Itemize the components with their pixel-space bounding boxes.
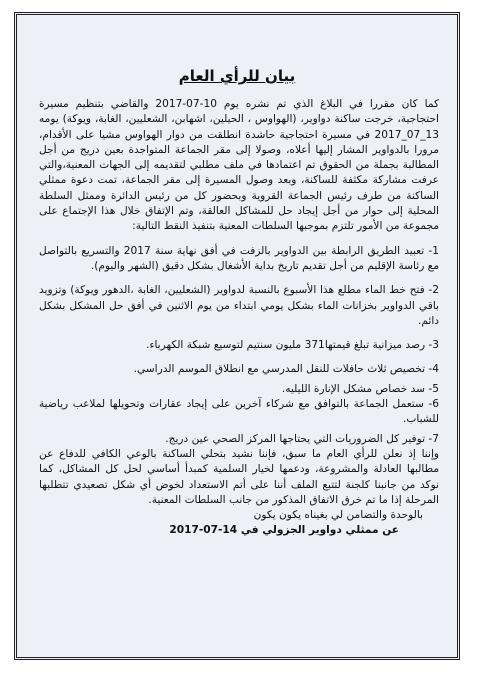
point-6: 6- ستعمل الجماعة بالتوافق مع شركاء آخرين على إيجاد عقارات وتحويلها لملاعب رياضية للشباب. (39, 398, 439, 426)
intro-paragraph: كما كان مقررا في البلاغ الذي تم نشره يوم 10-07-2017 والقاضي بتنظيم مسيرة احتجاجية، خرجت ساكنة دواوير، (الهواوس ، الحيلين، اشهابن، الشعليين، الغابة، ويوكة) يومه 13_07_2017 في مسيرة احتجاجية حاشدة انطلقت من دوار الهواوس مشيا على الأقدام، مرورا بالدواوير المشار إليها أعلاه، وصولا إلى مقر الجماعة المتواجدة بعين دريج من أجل المطالبة بجملة من الحقوق تم اعتمادها في ملف مطلبي لتقديمه إلى الجهات المعنية،والتي عرفت مشاركة مكثفة للساكنة، وبعد وصول المسيرة إلى مقر الجماعة، تمت دعوة ممثلي الساكنة من طرف رئيس الجماعة القروية وبحضور كل من رئيس الدائرة وممثل السلطة المحلية إلى حوار من أجل إيجاد حل للمشاكل العالقة، وتم الإتفاق خلال هذا الإجتماع على مجموعة من الأمور تلتزم بموجبها السلطات المعنية بتنفيذ النقط التالية: (39, 98, 439, 233)
document-title: بيان للرأي العام (178, 67, 296, 85)
point-3: 3- رصد ميزانية تبلغ قيمتها371 مليون سنتيم لتوسيع شبكة الكهرباء. (146, 339, 439, 352)
statement-document (14, 12, 460, 660)
solidarity-line: بالوحدة والتضامن لي بغيناه يكون يكون (253, 509, 423, 522)
closing-paragraph: وإننا إذ نعلن للرأي العام ما سبق، فإننا نشيد بتحلي الساكنة بالوعي الكافي للدفاع عن مطالبها العادلة والمشروعة، ودعمها لخيار السلمية كمبدأ أساسي لحل كل المشاكل، كما نوكد من جانبنا كلجنة لتتبع الملف أننا على أتم الاستعداد لخوض أي شكل تصعيدي تتطلبها المرحلة إذا ما تم خرق الاتفاق المذكور من جانب السلطات المعنية. (39, 447, 439, 506)
point-4: 4- تخصيص ثلاث حافلات للنقل المدرسي مع انطلاق الموسم الدراسي. (133, 363, 439, 376)
point-2: 2- فتح خط الماء مطلع هذا الأسبوع بالنسبة لدواوير (الشعليين، الغابة ،الدهور ويوكة) وتزويد باقي الدواوير بخزانات الماء بشكل يومي ابتداء من يوم الاثنين في أفق حل المشكل بشكل دائم. (39, 284, 439, 327)
signature-line: عن ممثلي دواوير الجزولي في 14-07-2017 (169, 524, 399, 537)
document-body (39, 97, 439, 539)
point-7: 7- توفير كل الضروريات التي يحتاجها المركز الصحي عين دريج. (165, 432, 439, 445)
point-5: 5- سد خصاص مشكل الإنارة الليليه. (281, 382, 439, 395)
point-1: 1- تعبيد الطريق الرابطة بين الدواوير بالزفت في أفق نهاية سنة 2017 والتسريع بالتواصل مع رئاسة الإقليم من أجل تقديم تاريخ بداية الأشغال بشكل دقيق (الشهر واليوم). (39, 244, 439, 272)
